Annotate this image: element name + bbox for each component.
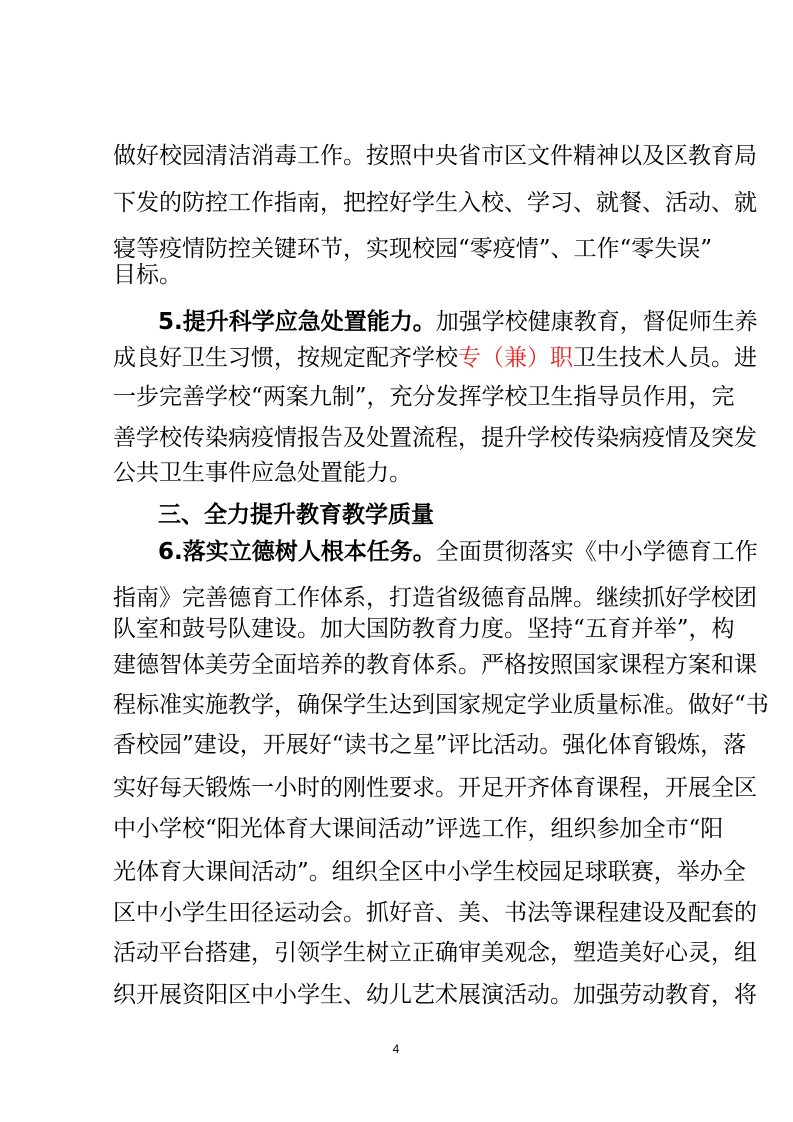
section-heading: 三、全力提升教育教学质量: [158, 502, 434, 528]
body-text-line: 指南》完善德育工作体系，打造省级德育品牌。继续抓好学校团: [113, 585, 757, 611]
body-text-line: 实好每天锻炼一小时的刚性要求。开足开齐体育课程，开展全区: [113, 775, 757, 801]
body-text-line: 程标准实施教学，确保学生达到国家规定学业质量标准。做好“书: [113, 692, 769, 718]
page-number: 4: [392, 1042, 400, 1056]
body-text-line: 队室和鼓号队建设。加大国防教育力度。坚持“五育并举”，构: [113, 616, 735, 642]
section-6-text: 全面贯彻落实《中小学德育工作: [435, 539, 758, 565]
body-text-line: 中小学校“阳光体育大课间活动”评选工作，组织参加全市“阳: [113, 816, 724, 842]
section-5-text: 加强学校健康教育，督促师生养: [435, 309, 758, 335]
body-text-line: [113, 343, 757, 373]
body-text-line: 活动平台搭建，引领学生树立正确审美观念，塑造美好心灵，组: [113, 940, 757, 966]
body-text-line: 光体育大课间活动”。组织全区中小学生校园足球联赛，举办全: [113, 859, 746, 885]
section-6-title: 6.落实立德树人根本任务。: [158, 539, 436, 565]
section-6-first-line: [158, 537, 758, 567]
body-text-line: 建德智体美劳全面培养的教育体系。严格按照国家课程方案和课: [113, 652, 757, 678]
text-segment: 卫生技术人员。进: [573, 345, 757, 371]
body-text-line: 下发的防控工作指南，把控好学生入校、学习、就餐、活动、就: [113, 190, 757, 216]
section-5-title: 5.提升科学应急处置能力。: [158, 309, 436, 335]
body-text-line: 一步完善学校“两案九制”，充分发挥学校卫生指导员作用，完: [113, 384, 735, 410]
highlight-text: 专（兼）职: [458, 345, 573, 371]
section-5-first-line: [158, 307, 758, 337]
body-text-line: 善学校传染病疫情报告及处置流程，提升学校传染病疫情及突发: [113, 425, 757, 451]
body-text-line: 区中小学生田径运动会。抓好音、美、书法等课程建设及配套的: [113, 900, 757, 926]
body-text-line: 织开展资阳区中小学生、幼儿艺术展演活动。加强劳动教育，将: [113, 982, 757, 1008]
body-text-line: 目标。: [113, 262, 182, 288]
body-text-line: 做好校园清洁消毒工作。按照中央省市区文件精神以及区教育局: [113, 143, 757, 169]
body-text-line: 寝等疫情防控关键环节，实现校园“零疫情”、工作“零失误”: [113, 236, 713, 262]
body-text-line: 香校园”建设，开展好“读书之星”评比活动。强化体育锻炼，落: [113, 732, 747, 758]
body-text-line: 公共卫生事件应急处置能力。: [113, 460, 412, 486]
text-segment: 成良好卫生习惯，按规定配齐学校: [113, 345, 458, 371]
